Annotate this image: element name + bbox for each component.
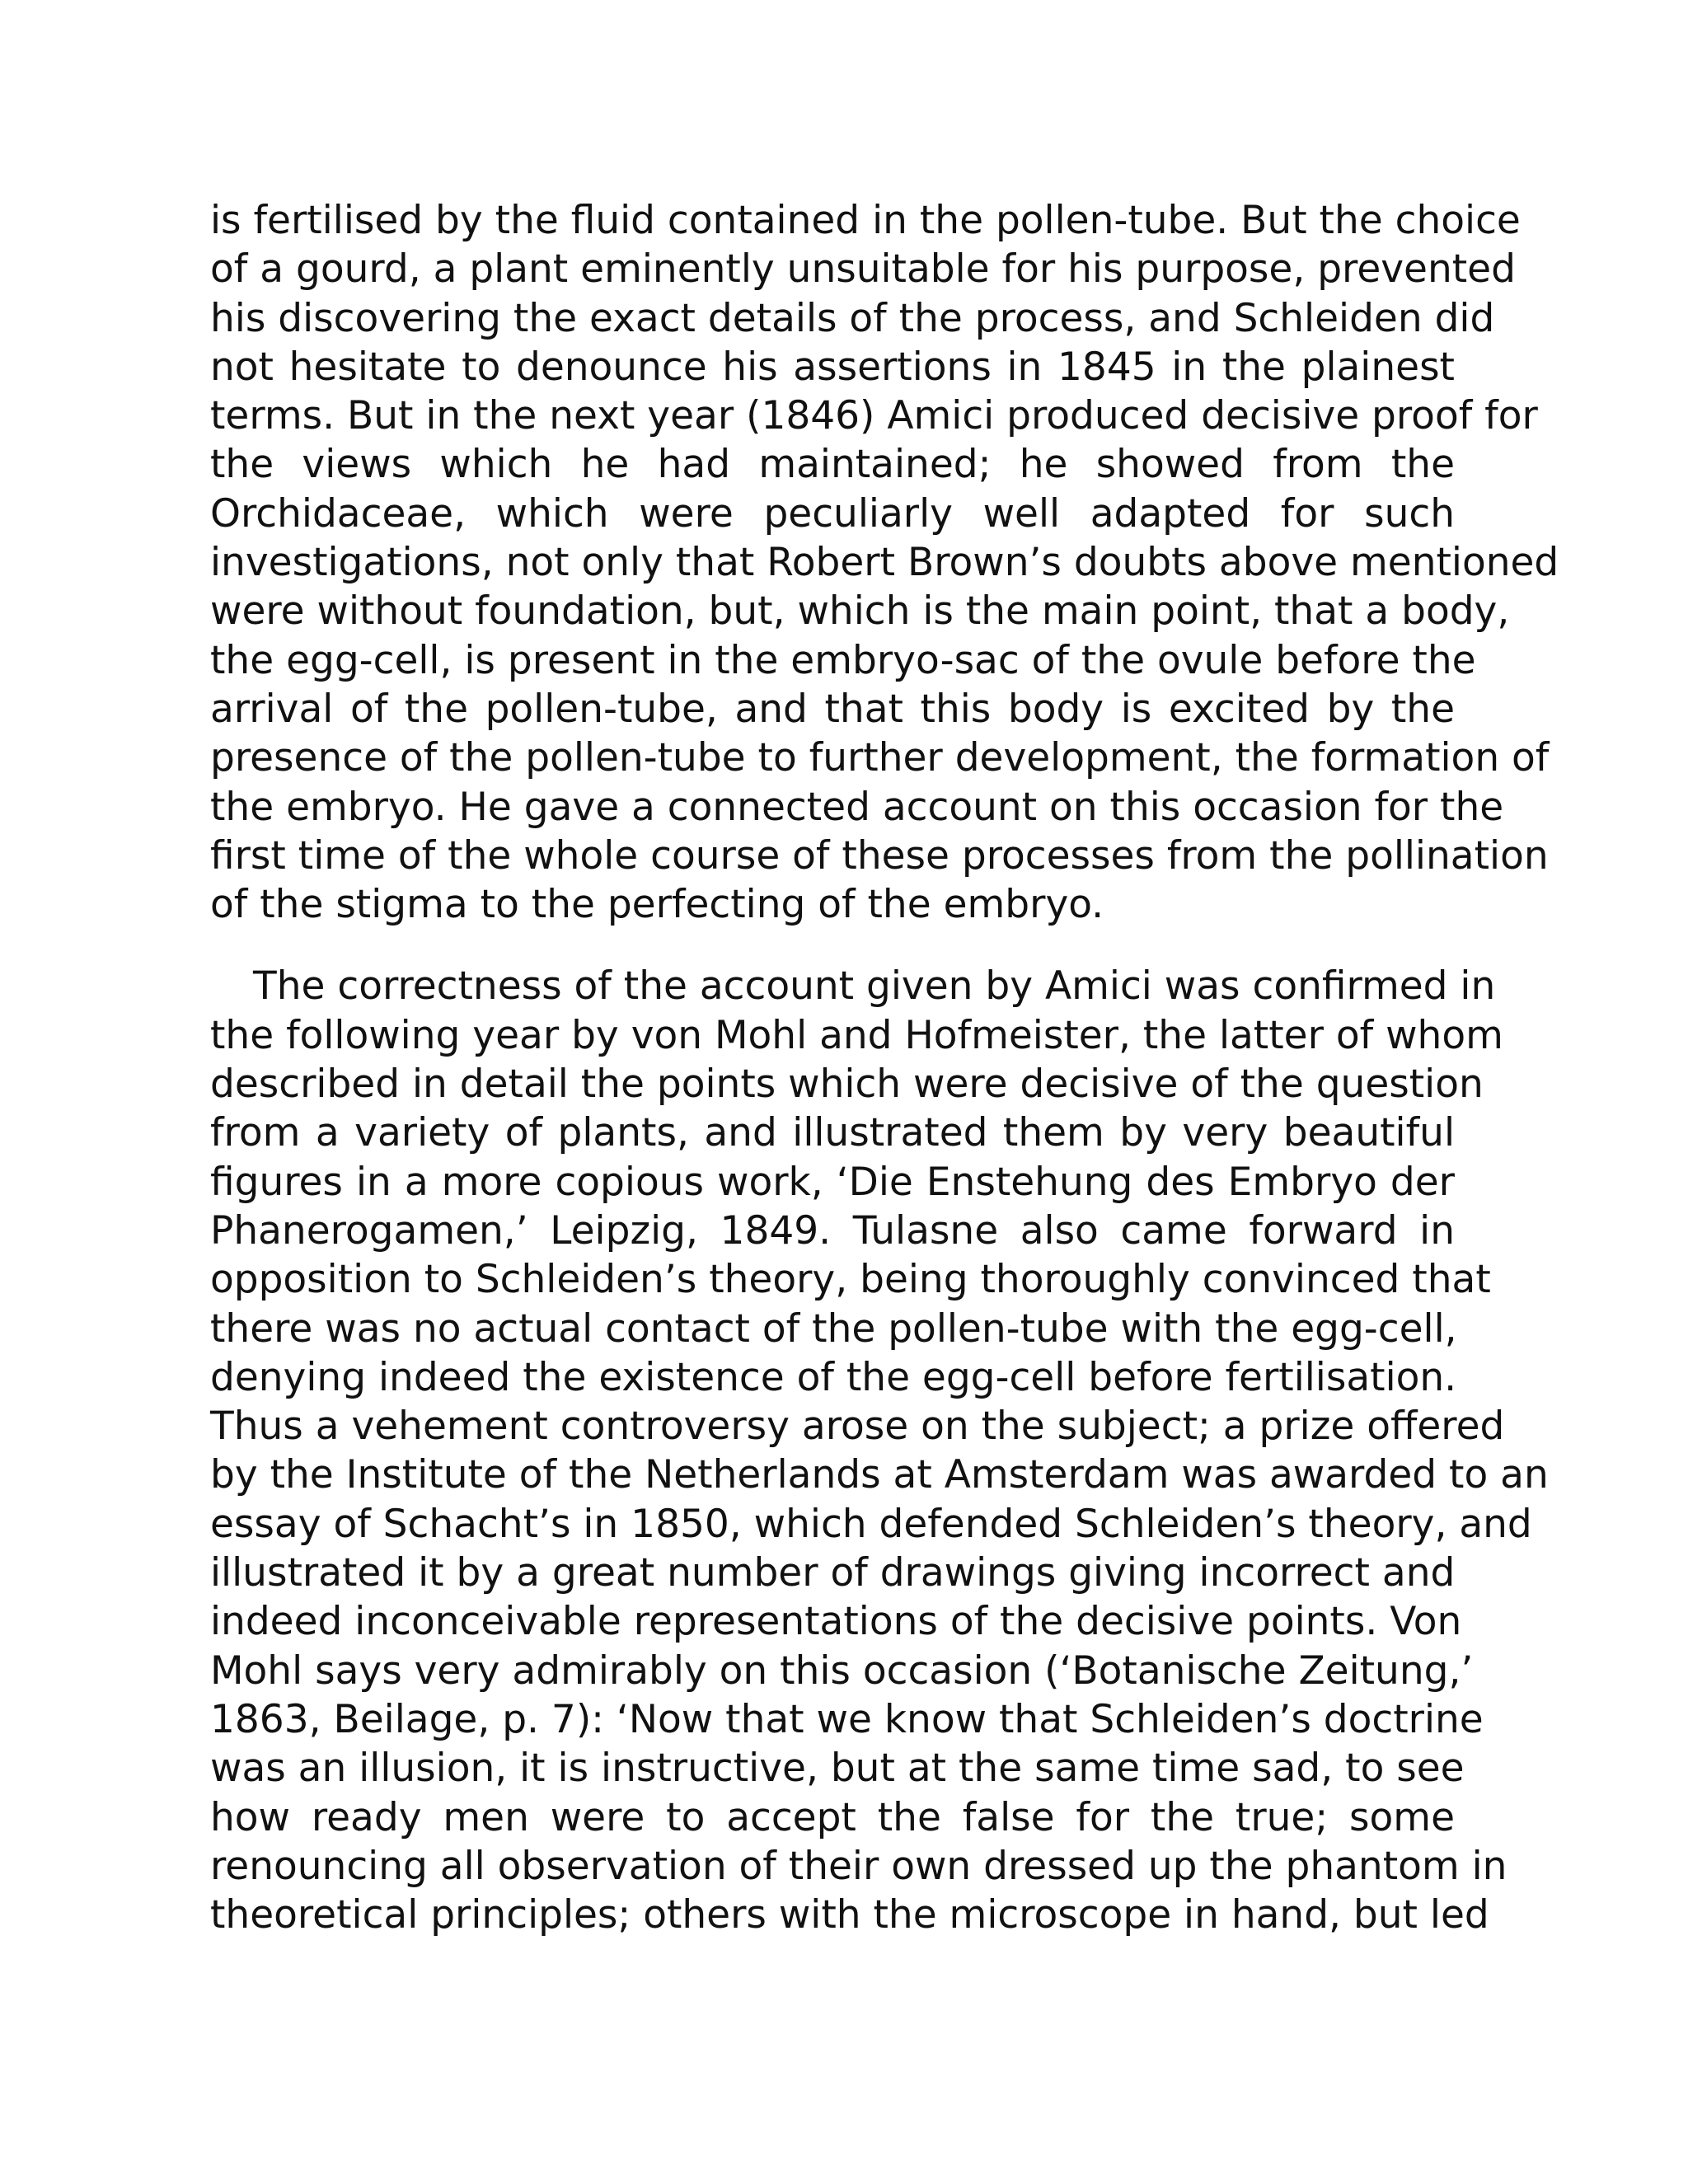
text-line: presence of the pollen-tube to further development, the formation of xyxy=(210,735,1550,781)
text-line: there was no actual contact of the pollen-tube with the egg-cell, xyxy=(210,1305,1457,1352)
text-line: theoretical principles; others with the microscope in hand, but led xyxy=(210,1892,1489,1938)
text-line: was an illusion, it is instructive, but at the same time sad, to see xyxy=(210,1746,1465,1792)
text-line: The correctness of the account given by Amici was confirmed in xyxy=(253,963,1496,1010)
text-line: how ready men were to accept the false for the true; some xyxy=(210,1794,1455,1840)
paragraph-1 xyxy=(210,196,1559,929)
text-line: 1863, Beilage, p. 7): ‘Now that we know that Schleiden’s doctrine xyxy=(210,1696,1484,1742)
text-line: of the stigma to the perfecting of the embryo. xyxy=(210,882,1104,928)
page-body xyxy=(210,196,1559,1939)
text-line: renouncing all observation of their own dressed up the phantom in xyxy=(210,1843,1507,1889)
text-line: not hesitate to denounce his assertions in 1845 in the plainest xyxy=(210,344,1455,390)
text-line: is fertilised by the fluid contained in the pollen-tube. But the choice xyxy=(210,198,1521,243)
text-line: indeed inconceivable representations of the decisive points. Von xyxy=(210,1599,1462,1645)
text-line: terms. But in the next year (1846) Amici produced decisive proof for xyxy=(210,393,1538,439)
text-line: figures in a more copious work, ‘Die Enstehung des Embryo der xyxy=(210,1159,1455,1205)
text-line: Mohl says very admirably on this occasion (‘Botanische Zeitung,’ xyxy=(210,1647,1474,1694)
text-line: Orchidaceae, which were peculiarly well adapted for such xyxy=(210,490,1455,537)
text-line: of a gourd, a plant eminently unsuitable for his purpose, prevented xyxy=(210,246,1516,293)
text-line: by the Institute of the Netherlands at Amsterdam was awarded to an xyxy=(210,1452,1549,1498)
text-line: from a variety of plants, and illustrated them by very beautiful xyxy=(210,1110,1455,1156)
text-line: were without foundation, but, which is the main point, that a body, xyxy=(210,588,1510,635)
text-line: Phanerogamen,’ Leipzig, 1849. Tulasne also came forward in xyxy=(210,1207,1455,1254)
text-line: arrival of the pollen-tube, and that this body is excited by the xyxy=(210,686,1455,732)
text-line: illustrated it by a great number of drawings giving incorrect and xyxy=(210,1550,1456,1596)
text-line: the views which he had maintained; he showed from the xyxy=(210,442,1455,488)
text-line: the embryo. He gave a connected account on this occasion for the xyxy=(210,784,1504,830)
text-line: described in detail the points which were decisive of the question xyxy=(210,1062,1484,1108)
text-line: investigations, not only that Robert Brown’s doubts above mentioned xyxy=(210,540,1559,586)
text-line: first time of the whole course of these processes from the pollination xyxy=(210,832,1549,879)
paragraph-2 xyxy=(210,962,1549,1939)
text-line: the egg-cell, is present in the embryo-sac of the ovule before the xyxy=(210,637,1476,683)
text-line: the following year by von Mohl and Hofmeister, the latter of whom xyxy=(210,1012,1503,1058)
text-line: opposition to Schleiden’s theory, being thoroughly convinced that xyxy=(210,1257,1491,1303)
text-line: essay of Schacht’s in 1850, which defended Schleiden’s theory, and xyxy=(210,1501,1532,1547)
text-line: Thus a vehement controversy arose on the subject; a prize offered xyxy=(210,1404,1505,1450)
text-line: denying indeed the existence of the egg-cell before fertilisation. xyxy=(210,1354,1457,1400)
text-line: his discovering the exact details of the process, and Schleiden did xyxy=(210,295,1495,341)
